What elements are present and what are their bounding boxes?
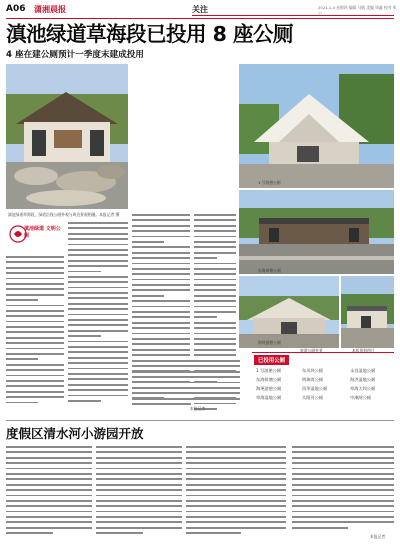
sidebar-title: 已投用公厕: [254, 355, 289, 365]
sidebar-item: 草海湿地公厕: [256, 395, 282, 400]
sidebar-item: 1 号游憩公厕: [256, 368, 281, 373]
section-title: 关注: [192, 5, 208, 14]
body-text-col5: [132, 360, 240, 409]
body-text-col2: [68, 222, 128, 405]
body-text-col1: [6, 256, 64, 407]
sidebar-item: 明珠湾公厕: [302, 377, 323, 382]
article2-headline: 度假区清水河小游园开放: [6, 426, 144, 441]
photo-1-toilet: [239, 64, 394, 188]
page-number: A06: [6, 4, 26, 14]
sidebar-item: 永昌湿地公厕: [350, 368, 376, 373]
photo-credit: 本报资料图片: [352, 348, 375, 353]
sidebar-item: 海埂游憩公厕: [256, 386, 282, 391]
section-divider: [6, 420, 394, 421]
photo-3-toilet: [239, 276, 339, 348]
subheadline: 4 座在建公厕预计一季度末建成投用: [6, 50, 144, 60]
sidebar-item: 东海荷塘公厕: [256, 377, 282, 382]
main-photo-caption: 滇池绿道草海段，绿道沿线公厕外观与周边景观相融。本报记者 摄: [8, 212, 120, 217]
logo-text: 滇池绿道 文明公厕: [24, 226, 61, 239]
article2-col4: [292, 446, 394, 532]
headline: 滇池绿道草海段已投用 8 座公厕: [6, 22, 294, 46]
sidebar-item: 海洪湿地公厕: [350, 377, 376, 382]
top-rule: [6, 18, 394, 19]
main-photo: [6, 64, 128, 209]
photo-2-toilet: [239, 190, 394, 274]
photo-3-caption: 海埂游憩公厕: [258, 340, 281, 345]
sidebar-item: 中滩闸公厕: [350, 395, 371, 400]
photo-4-caption: 旅游公厕外景: [300, 348, 323, 353]
article2-col2: [96, 446, 182, 538]
sidebar-item: 西华湿地公厕: [302, 386, 328, 391]
article2-byline: 本报记者: [370, 534, 386, 539]
sidebar-item: 东风坝公厕: [302, 368, 323, 373]
sidebar-item: 太阳河公厕: [302, 395, 323, 400]
photo-1-caption: 1 号游憩公厕: [258, 180, 281, 185]
paper-logo: 潇湘晨报: [34, 5, 66, 14]
photo-2-caption: 东海荷塘公厕: [258, 268, 281, 273]
article-byline: 本报记者: [190, 406, 206, 411]
article2-col3: [186, 446, 286, 538]
sidebar-item: 草海大坝公厕: [350, 386, 376, 391]
photo-4-toilet: [341, 276, 394, 348]
article2-col1: [6, 446, 92, 538]
dateline: 2024.1.4 星期四 编辑 马敏 美编 周鑫 校对 张宁: [318, 5, 397, 16]
